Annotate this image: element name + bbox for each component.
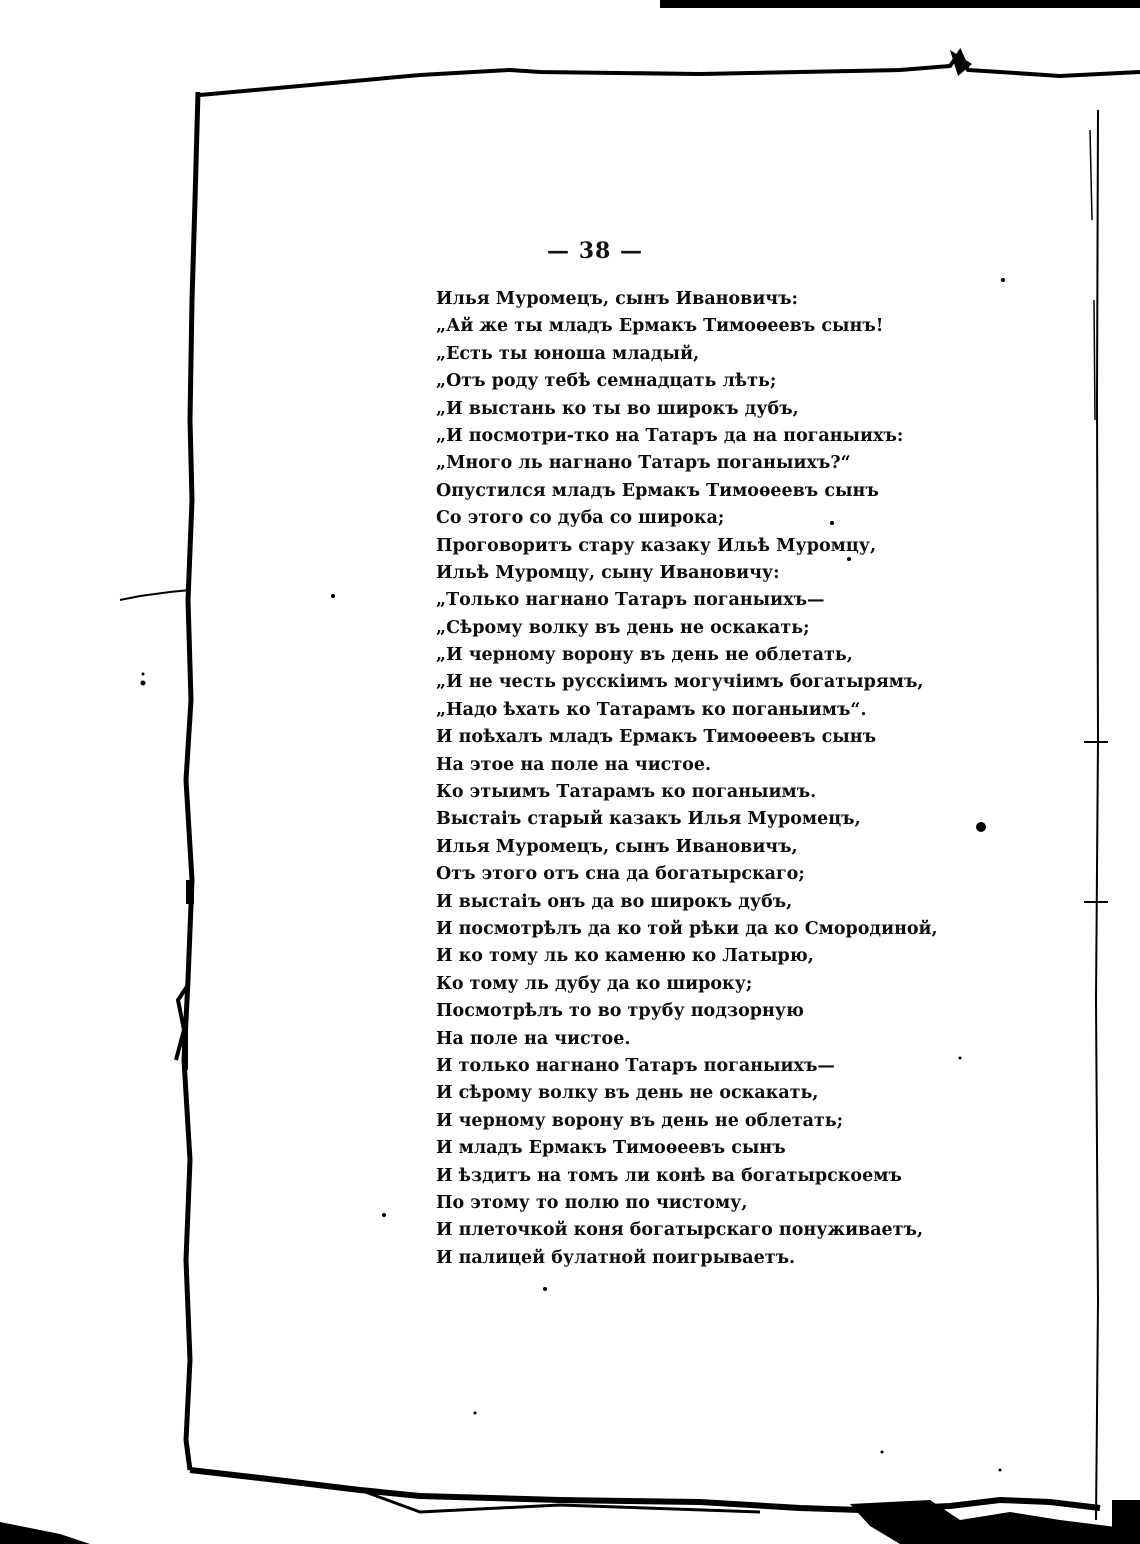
poem-line: И посмотрѣлъ да ко той рѣки да ко Смородиной, xyxy=(436,918,938,939)
page-number: — 38 — xyxy=(547,238,643,264)
poem-line: Ко этыимъ Татарамъ ко поганыимъ. xyxy=(436,782,817,803)
poem-line: И ко тому ль ко каменю ко Латырю, xyxy=(436,946,814,967)
poem-line: И младъ Ермакъ Тимоѳеевъ сынъ xyxy=(436,1138,786,1159)
poem-line: „Много ль нагнано Татаръ поганыихъ?“ xyxy=(436,453,851,474)
poem-line: Проговоритъ стару казаку Ильѣ Муромцу, xyxy=(436,535,877,556)
poem-line: „И черному ворону въ день не облетать, xyxy=(436,645,853,666)
top-edge-bar xyxy=(660,0,1140,8)
poem-line: „И не честь русскіимъ могучіимъ богатырямъ, xyxy=(436,672,924,693)
poem-line: Отъ этого отъ сна да богатырскаго; xyxy=(436,864,805,885)
poem-line: „Надо ѣхать ко Татарамъ ко поганыимъ“. xyxy=(436,699,867,720)
poem-line: Опустился младъ Ермакъ Тимоѳеевъ сынъ xyxy=(436,480,879,501)
poem-line: Выстаіъ старый казакъ Илья Муромецъ, xyxy=(436,809,861,830)
poem-line: Илья Муромецъ, сынъ Ивановичъ, xyxy=(436,836,798,857)
poem-line: Илья Муромецъ, сынъ Ивановичъ: xyxy=(436,289,798,309)
poem-line: И выстаіъ онъ да во широкъ дубъ, xyxy=(436,891,793,912)
poem-line: „Только нагнано Татаръ поганыихъ— xyxy=(436,590,825,611)
right-edge-line xyxy=(1096,110,1098,1520)
poem-line: „Сѣрому волку въ день не оскакать; xyxy=(436,617,810,638)
poem-line: Ко тому ль дубу да ко широку; xyxy=(436,973,753,994)
poem-line: „Есть ты юноша младый, xyxy=(436,343,700,364)
poem-line: „И посмотри-тко на Татаръ да на поганыихъ: xyxy=(436,425,904,446)
poem-line: И только нагнано Татаръ поганыихъ— xyxy=(436,1055,835,1076)
poem-line: И ѣздитъ на томъ ли конѣ ва богатырскоемъ xyxy=(436,1165,902,1186)
left-edge-line xyxy=(184,92,198,1470)
poem-line: И поѣхалъ младъ Ермакъ Тимоѳеевъ сынъ xyxy=(436,727,877,748)
poem-line: Ильѣ Муромцу, сыну Ивановичу: xyxy=(436,562,780,583)
poem-text xyxy=(436,286,996,1272)
poem-line: И черному ворону въ день не облетать; xyxy=(436,1110,844,1131)
poem-line: На поле на чистое. xyxy=(436,1028,631,1049)
poem-line: „И выстань ко ты во широкъ дубъ, xyxy=(436,398,799,419)
poem-line: И плеточкой коня богатырскаго понуживаетъ, xyxy=(436,1220,924,1241)
poem-line: Посмотрѣлъ то во трубу подзорную xyxy=(436,1001,804,1022)
poem-line: И сѣрому волку въ день не оскакать, xyxy=(436,1083,819,1104)
poem-line: На этое на поле на чистое. xyxy=(436,754,712,775)
poem-line: И палицей булатной поигрываетъ. xyxy=(436,1247,796,1268)
poem-line: „Отъ роду тебѣ семнадцать лѣть; xyxy=(436,371,777,392)
bottom-edge-line xyxy=(190,1470,1100,1510)
poem-line: Со этого со дуба со широка; xyxy=(436,508,725,529)
poem-line: „Ай же ты младъ Ермакъ Тимоѳеевъ сынъ! xyxy=(436,316,884,337)
top-edge-line xyxy=(200,52,1140,95)
poem-line: По этому то полю по чистому, xyxy=(436,1192,748,1213)
